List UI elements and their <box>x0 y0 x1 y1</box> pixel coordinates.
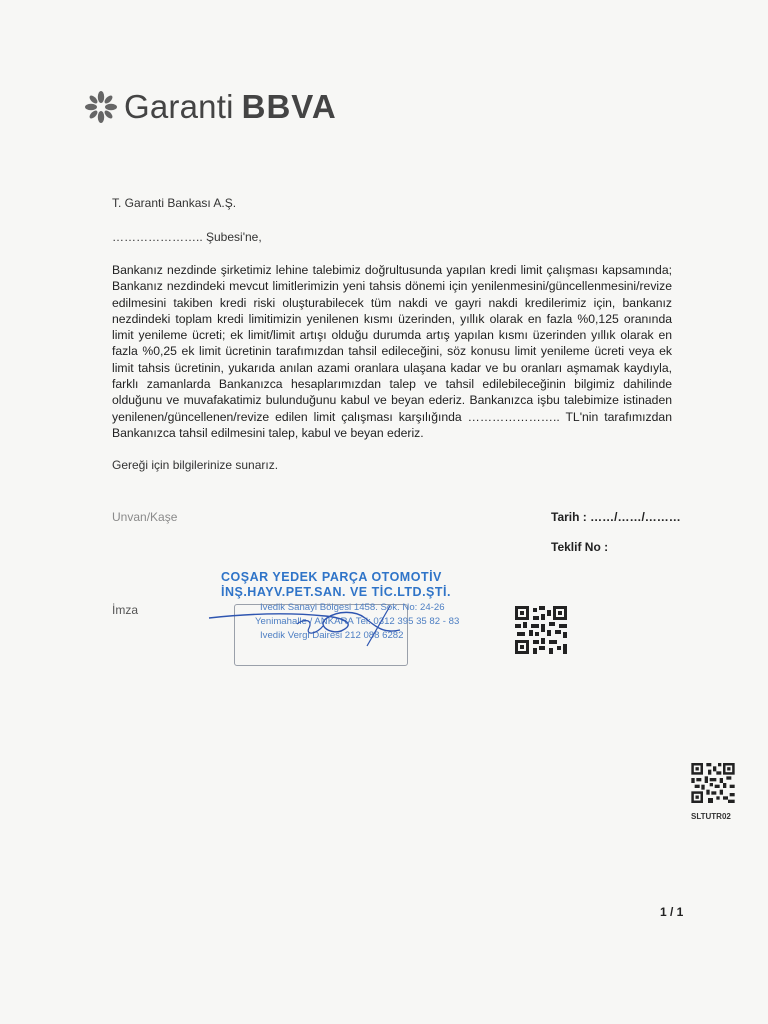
garanti-bbva-logo <box>84 88 337 126</box>
offer-number-field: Teklif No : <box>551 540 609 554</box>
logo-wordmark <box>124 88 337 126</box>
unvan-label: Unvan/Kaşe <box>112 510 178 524</box>
page-number: 1 / 1 <box>660 905 684 919</box>
stamp-company-type: İNŞ.HAYV.PET.SAN. VE TİC.LTD.ŞTİ. <box>221 585 451 599</box>
recipient-branch: ………………….. Şubesi'ne, <box>112 230 262 244</box>
stamp-tax-office: Ivedik Vergi Dairesi 212 088 6282 <box>260 630 404 641</box>
letter-body: Bankanız nezdinde şirketimiz lehine talebimiz doğrultusunda yapılan kredi limit çalışması kapsamında; Bankanız nezdindeki mevcut limitlerimizin yeni tahsis dönemi için yenilenmesini/güncellenmesini/revize edilmesini takiben kredi riski oluşturabilecek tüm nakdi ve gayri nakdi kredilerimiz için, bankanız nezdindeki toplam kredi limitimizin yenilenen kısmı üzerinden, yıllık olarak en fazla %0,125 oranında limit yenileme ücreti; ek limit/limit artışı olduğu durumda artış yapılan kısmı üzerinden yıllık olarak en fazla %0,25 ek limit ücretinin tarafımızdan tahsil edileceğini, söz konusu limit yenileme ücreti veya ek limit tahsis ücretinin, yukarıda anılan azami oranlara ulaşana kadar ve bu oranları aşmamak kaydıyla, farklı zamanlarda Bankanızca hesaplarımızdan talep ve tahsil edilebileceğinin bilgimiz dahilinde olduğunu ve muvafakatimiz bulunduğunu kabul ve beyan ederiz. Bankanızca işbu talebimize istinaden yenilenen/güncellenen/revize edilen limit çalışması karşılığında ………………….. TL'nin tarafımızdan Bankanızca tahsil edilmesini talep, kabul ve beyan ederiz. <box>112 263 672 440</box>
logo-brand: Garanti <box>124 88 234 125</box>
date-field: Tarih : ……/……/……… <box>551 510 681 524</box>
recipient-bank: T. Garanti Bankası A.Ş. <box>112 196 237 210</box>
logo-bbva: BBVA <box>241 88 337 125</box>
qr-code-icon <box>515 606 567 654</box>
stamp-address: Ivedik Sanayi Bölgesi 1458. Sok. No: 24-26 <box>260 602 445 613</box>
closing-line: Gereği için bilgilerinize sunarız. <box>112 458 279 472</box>
qr-code-icon <box>691 763 735 803</box>
handwritten-signature <box>205 596 415 656</box>
clover-logo-icon <box>84 90 118 124</box>
stamp-phone: Yenimahalle / ANKARA Tel: 0312 395 35 82 - 83 <box>255 616 460 627</box>
document-code: SLTUTR02 <box>691 812 731 821</box>
stamp-company-name: COŞAR YEDEK PARÇA OTOMOTİV <box>221 570 442 584</box>
company-stamp <box>205 568 460 668</box>
signature-label: İmza <box>112 603 139 617</box>
